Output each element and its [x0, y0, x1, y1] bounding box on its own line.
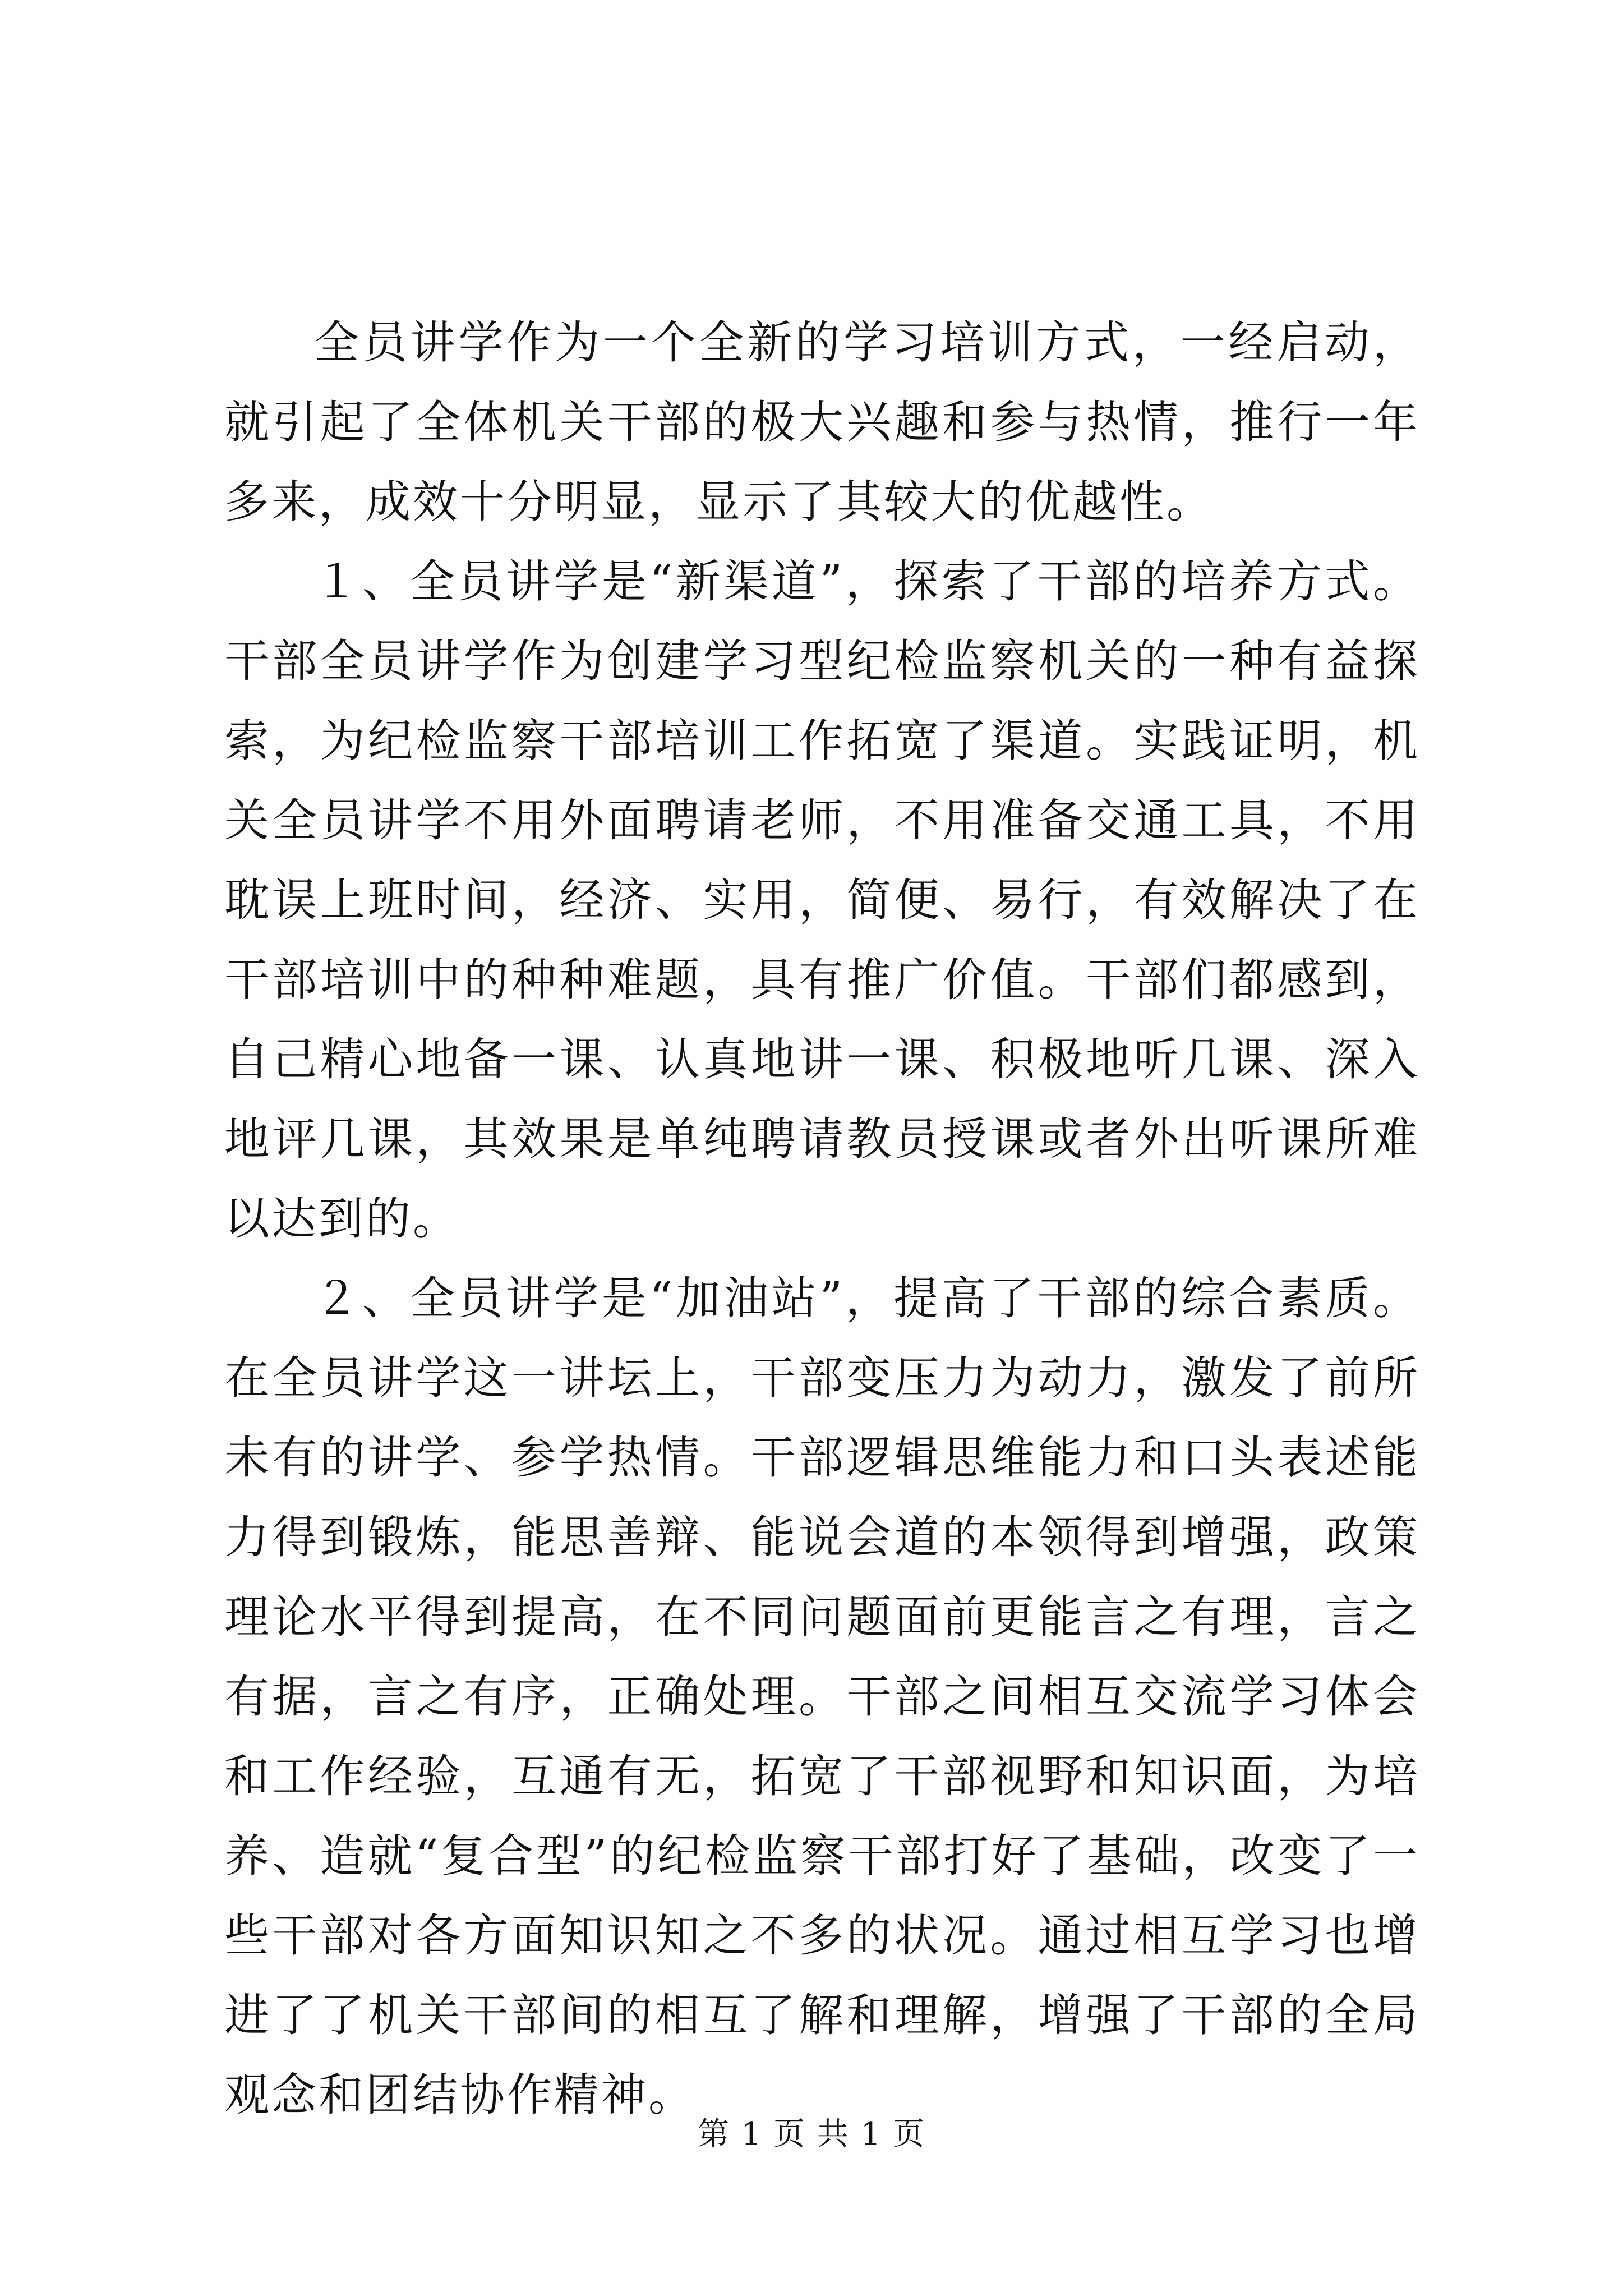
document-body [224, 303, 1420, 2135]
paragraph-point-1: １、全员讲学是“新渠道”，探索了干部的培养方式。干部全员讲学作为创建学习型纪检监察机关的一种有益探索，为纪检监察干部培训工作拓宽了渠道。实践证明，机关全员讲学不用外面聘请老师，不用准备交通工具，不用耽误上班时间，经济、实用，简便、易行，有效解决了在干部培训中的种种难题，具有推广价值。干部们都感到，自己精心地备一课、认真地讲一课、积极地听几课、深入地评几课，其效果是单纯聘请教员授课或者外出听课所难以达到的。 [224, 555, 1420, 1245]
page-footer: 第 1 页 共 1 页 [697, 2116, 926, 2152]
paragraph-point-2: ２、全员讲学是“加油站”，提高了干部的综合素质。在全员讲学这一讲坛上，干部变压力为动力，激发了前所未有的讲学、参学热情。干部逻辑思维能力和口头表述能力得到锻炼，能思善辩、能说会道的本领得到增强，政策理论水平得到提高，在不同问题面前更能言之有理，言之有据，言之有序，正确处理。干部之间相互交流学习体会和工作经验，互通有无，拓宽了干部视野和知识面，为培养、造就“复合型”的纪检监察干部打好了基础，改变了一些干部对各方面知识知之不多的状况。通过相互学习也增进了了机关干部间的相互了解和理解，增强了干部的全局观念和团结协作精神。 [224, 1272, 1420, 2121]
paragraph-intro: 全员讲学作为一个全新的学习培训方式，一经启动，就引起了全体机关干部的极大兴趣和参与热情，推行一年多来，成效十分明显，显示了其较大的优越性。 [224, 316, 1420, 528]
